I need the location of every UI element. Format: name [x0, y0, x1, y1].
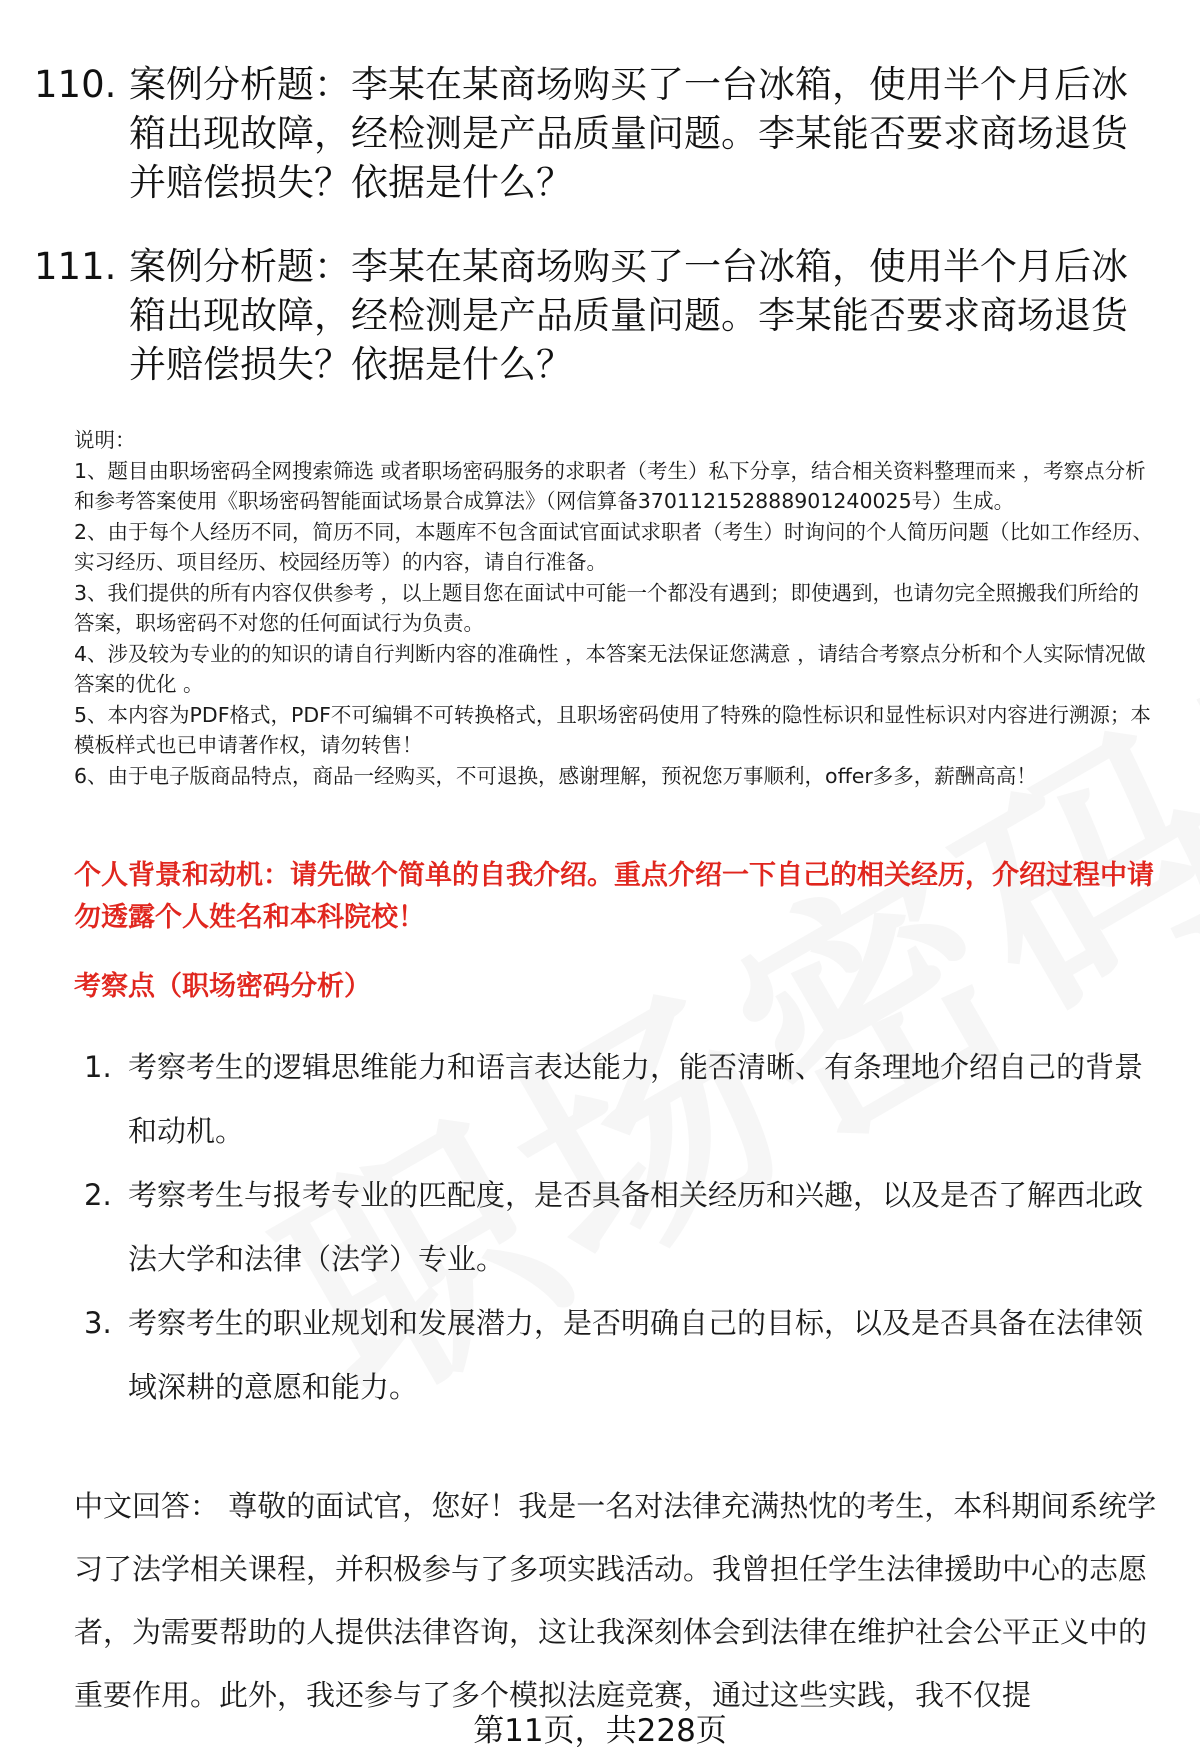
points-list: [74, 1035, 1164, 1419]
list-item: [74, 1035, 1164, 1163]
notes-section: [74, 425, 1154, 791]
question-number: 111.: [34, 245, 117, 288]
page-footer: 第11页，共228页: [473, 1713, 727, 1749]
answer-paragraph: 中文回答： 尊敬的面试官，您好！我是一名对法律充满热忱的考生，本科期间系统学习了法学相关课程，并积极参与了多项实践活动。我曾担任学生法律援助中心的志愿者，为需要帮助的人提供法律咨询，这让我深刻体会到法律在维护社会公平正义中的重要作用。此外，我还参与了多个模拟法庭竞赛，通过这些实践，我不仅提: [74, 1489, 1157, 1712]
question-number: 110.: [34, 63, 117, 106]
question-text: 案例分析题：李某在某商场购买了一台冰箱，使用半个月后冰箱出现故障，经检测是产品质量问题。李某能否要求商场退货并赔偿损失？依据是什么？: [129, 63, 1128, 204]
points-heading: 考察点（职场密码分析）: [74, 971, 371, 1002]
list-text: 考察考生的职业规划和发展潜力，是否明确自己的目标，以及是否具备在法律领域深耕的意愿和能力。: [128, 1306, 1144, 1404]
list-number: 1.: [84, 1050, 112, 1084]
notes-title: 说明：: [74, 428, 136, 452]
question-text: 案例分析题：李某在某商场购买了一台冰箱，使用半个月后冰箱出现故障，经检测是产品质量问题。李某能否要求商场退货并赔偿损失？依据是什么？: [129, 245, 1128, 386]
list-number: 2.: [84, 1178, 112, 1212]
note-item: 1、题目由职场密码全网搜索筛选 或者职场密码服务的求职者（考生）私下分享，结合相关资料整理而来 ，考察点分析和参考答案使用《职场密码智能面试场景合成算法》（网信算备370112152888901240025号）生成。: [74, 458, 1146, 513]
list-text: 考察考生与报考专业的匹配度，是否具备相关经历和兴趣，以及是否了解西北政法大学和法律（法学）专业。: [128, 1178, 1144, 1276]
note-item: 4、涉及较为专业的的知识的请自行判断内容的准确性 ，本答案无法保证您满意 ，请结合考察点分析和个人实际情况做答案的优化 。: [74, 641, 1146, 696]
question-110: [34, 60, 1154, 207]
list-item: [74, 1291, 1164, 1419]
list-text: 考察考生的逻辑思维能力和语言表达能力，能否清晰、有条理地介绍自己的背景和动机。: [128, 1050, 1144, 1148]
list-number: 3.: [84, 1306, 112, 1340]
question-111: [34, 242, 1154, 389]
list-item: [74, 1163, 1164, 1291]
note-item: 6、由于电子版商品特点，商品一经购买，不可退换，感谢理解，预祝您万事顺利，offer多多，薪酬高高！: [74, 763, 1037, 788]
background-question-heading: 个人背景和动机：请先做个简单的自我介绍。重点介绍一下自己的相关经历，介绍过程中请勿透露个人姓名和本科院校！: [74, 860, 1154, 933]
note-item: 2、由于每个人经历不同，简历不同，本题库不包含面试官面试求职者（考生）时询问的个人简历问题（比如工作经历、实习经历、项目经历、校园经历等）的内容，请自行准备。: [74, 519, 1154, 574]
note-item: 3、我们提供的所有内容仅供参考 ，以上题目您在面试中可能一个都没有遇到；即使遇到，也请勿完全照搬我们所给的答案，职场密码不对您的任何面试行为负责。: [74, 580, 1140, 635]
note-item: 5、本内容为PDF格式，PDF不可编辑不可转换格式，且职场密码使用了特殊的隐性标识和显性标识对内容进行溯源；本模板样式也已申请著作权，请勿转售！: [74, 702, 1151, 757]
